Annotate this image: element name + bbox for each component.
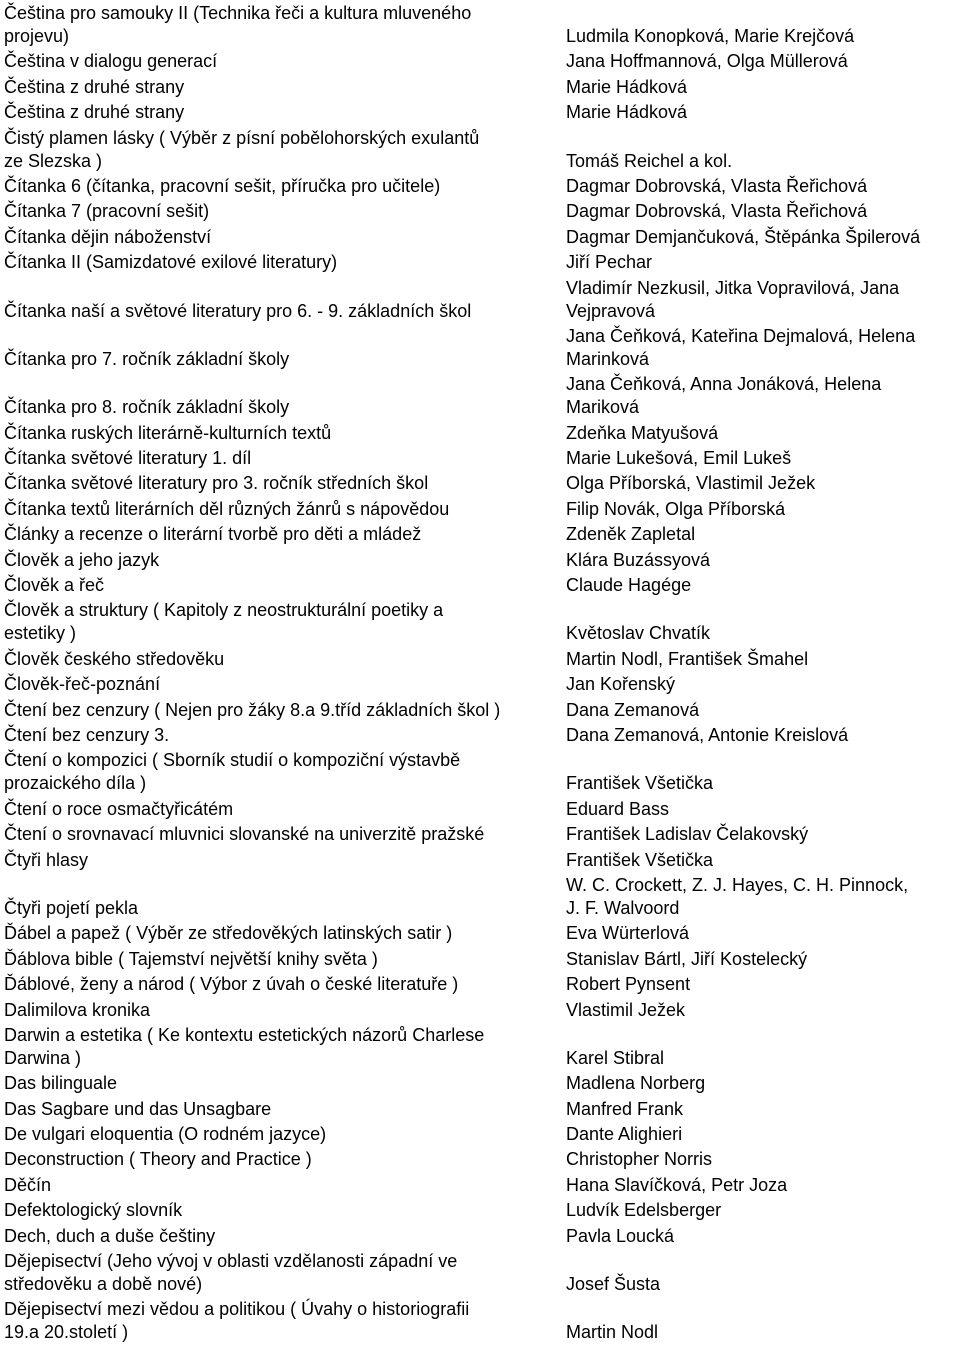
list-item [4, 1148, 960, 1171]
list-item [4, 498, 960, 521]
book-title: Čtení o srovnavací mluvnici slovanské na univerzitě pražské [4, 824, 485, 845]
book-title: Čítanka světové literatury 1. díl [4, 448, 252, 469]
list-item [4, 798, 960, 821]
book-title: Čítanka textů literárních děl různých žánrů s nápovědou [4, 498, 450, 519]
book-author: Dante Alighieri [566, 1124, 683, 1145]
book-author: Robert Pynsent [566, 974, 691, 995]
list-item [4, 1123, 960, 1146]
list-item [4, 373, 960, 419]
list-item [4, 999, 960, 1022]
book-author: Manfred Frank [566, 1098, 684, 1119]
book-title: Člověk a jeho jazyk [4, 549, 160, 570]
book-author: Zdeněk Zapletal [566, 524, 696, 545]
book-author: Eduard Bass [566, 798, 670, 819]
list-item [4, 948, 960, 971]
book-author: Zdeňka Matyušová [566, 422, 719, 443]
list-item [4, 472, 960, 495]
list-item [4, 1072, 960, 1095]
book-author: Madlena Norberg [566, 1073, 706, 1094]
book-author: Marie Lukešová, Emil Lukeš [566, 448, 792, 469]
list-item [4, 599, 960, 645]
book-title: Čítanka 7 (pracovní sešit) [4, 201, 210, 222]
book-title: Člověk a struktury ( Kapitoly z neostrukturální poetiky a estetiky ) [4, 600, 444, 644]
book-title: Čítanka pro 7. ročník základní školy [4, 348, 290, 369]
book-title: Darwin a estetika ( Ke kontextu estetických názorů Charlese Darwina ) [4, 1024, 485, 1068]
book-author: Jiří Pechar [566, 252, 653, 273]
list-item [4, 277, 960, 323]
book-title: Čistý plamen lásky ( Výběr z písní pobělohorských exulantů ze Slezska ) [4, 127, 480, 171]
list-item [4, 1250, 960, 1296]
list-item [4, 101, 960, 124]
list-item [4, 648, 960, 671]
list-item [4, 523, 960, 546]
list-item [4, 549, 960, 572]
book-author: Vladimír Nezkusil, Jitka Vopravilová, Jana Vejpravová [566, 277, 900, 321]
list-item [4, 127, 960, 173]
book-author: Karel Stibral [566, 1047, 665, 1068]
book-title: Čeština z druhé strany [4, 102, 185, 123]
book-author: Jan Kořenský [566, 674, 676, 695]
book-author: Hana Slavíčková, Petr Joza [566, 1174, 788, 1195]
book-author: František Všetička [566, 773, 714, 794]
book-author: Dagmar Dobrovská, Vlasta Řeřichová [566, 175, 868, 196]
book-title: Ďábel a papež ( Výběr ze středověkých latinských satir ) [4, 923, 453, 944]
list-item [4, 823, 960, 846]
book-title: Dech, duch a duše češtiny [4, 1225, 216, 1246]
book-title: Čeština v dialogu generací [4, 51, 218, 72]
book-author: Christopher Norris [566, 1149, 713, 1170]
book-title: Čítanka dějin náboženství [4, 226, 212, 247]
book-list [4, 2, 960, 1347]
book-author: W. C. Crockett, Z. J. Hayes, C. H. Pinnock, J. F. Walvoord [566, 874, 909, 918]
book-title: Čítanka naší a světové literatury pro 6. - 9. základních škol [4, 300, 472, 321]
book-author: Martin Nodl, František Šmahel [566, 648, 809, 669]
book-author: Dagmar Dobrovská, Vlasta Řeřichová [566, 201, 868, 222]
book-title: Deconstruction ( Theory and Practice ) [4, 1149, 312, 1170]
list-item [4, 849, 960, 872]
book-title: Čtení o kompozici ( Sborník studií o kompoziční výstavbě prozaického díla ) [4, 750, 461, 794]
book-title: Čtení bez cenzury ( Nejen pro žáky 8.a 9.tříd základních škol ) [4, 699, 501, 720]
book-title: Čtení o roce osmačtyřicátém [4, 798, 234, 819]
list-item [4, 922, 960, 945]
list-item [4, 76, 960, 99]
book-title: Čítanka pro 8. ročník základní školy [4, 397, 290, 418]
book-author: Marie Hádková [566, 102, 688, 123]
book-title: Člověk-řeč-poznání [4, 674, 161, 695]
book-title: Čtení bez cenzury 3. [4, 724, 170, 745]
book-title: Defektologický slovník [4, 1200, 183, 1221]
book-author: Claude Hagége [566, 575, 692, 596]
book-title: Čtyři pojetí pekla [4, 897, 139, 918]
list-item [4, 325, 960, 371]
list-item [4, 447, 960, 470]
book-author: Dana Zemanová [566, 699, 700, 720]
list-item [4, 1199, 960, 1222]
book-title: Čítanka ruských literárně-kulturních textů [4, 422, 332, 443]
list-item [4, 1098, 960, 1121]
list-item [4, 226, 960, 249]
book-author: Ludvík Edelsberger [566, 1200, 722, 1221]
book-title: Dalimilova kronika [4, 999, 151, 1020]
book-title: Děčín [4, 1174, 52, 1195]
list-item [4, 50, 960, 73]
book-author: Dagmar Demjančuková, Štěpánka Špilerová [566, 226, 921, 247]
list-item [4, 1225, 960, 1248]
list-item [4, 673, 960, 696]
book-author: Stanislav Bártl, Jiří Kostelecký [566, 948, 808, 969]
book-author: Martin Nodl [566, 1322, 659, 1343]
list-item [4, 724, 960, 747]
book-author: František Ladislav Čelakovský [566, 824, 809, 845]
list-item [4, 874, 960, 920]
book-author: Josef Šusta [566, 1274, 661, 1295]
book-author: Ludmila Konopková, Marie Krejčová [566, 26, 855, 46]
list-item [4, 1298, 960, 1344]
book-author: Tomáš Reichel a kol. [566, 150, 733, 171]
list-item [4, 422, 960, 445]
book-author: Marie Hádková [566, 76, 688, 97]
book-title: Ďáblova bible ( Tajemství největší knihy světa ) [4, 948, 378, 969]
list-item [4, 175, 960, 198]
book-title: Das bilinguale [4, 1073, 118, 1094]
book-title: Das Sagbare und das Unsagbare [4, 1098, 272, 1119]
book-author: Vlastimil Ježek [566, 999, 686, 1020]
book-author: Květoslav Chvatík [566, 623, 711, 644]
book-title: Články a recenze o literární tvorbě pro děti a mládež [4, 524, 422, 545]
book-author: Klára Buzássyová [566, 549, 711, 570]
book-author: František Všetička [566, 849, 714, 870]
book-title: Čítanka II (Samizdatové exilové literatury) [4, 252, 338, 273]
book-author: Dana Zemanová, Antonie Kreislová [566, 724, 849, 745]
list-item [4, 574, 960, 597]
list-item [4, 251, 960, 274]
list-item [4, 749, 960, 795]
list-item [4, 699, 960, 722]
book-title: Člověk a řeč [4, 575, 105, 596]
book-title: De vulgari eloquentia (O rodném jazyce) [4, 1124, 327, 1145]
book-title: Čeština z druhé strany [4, 76, 185, 97]
list-item [4, 973, 960, 996]
book-author: Jana Čeňková, Kateřina Dejmalová, Helena Marinková [566, 325, 916, 369]
book-title: Člověk českého středověku [4, 648, 225, 669]
list-item [4, 1174, 960, 1197]
list-item [4, 200, 960, 223]
book-title: Dějepisectví mezi vědou a politikou ( Úvahy o historiografii 19.a 20.století ) [4, 1299, 470, 1343]
book-title: Čeština pro samouky II (Technika řeči a kultura mluveného projevu) [4, 3, 472, 46]
book-author: Filip Novák, Olga Příborská [566, 498, 786, 519]
book-author: Olga Příborská, Vlastimil Ježek [566, 473, 816, 494]
book-title: Čtyři hlasy [4, 849, 89, 870]
book-title: Čítanka 6 (čítanka, pracovní sešit, příručka pro učitele) [4, 175, 441, 196]
list-item [4, 1024, 960, 1070]
book-author: Pavla Loucká [566, 1225, 675, 1246]
book-title: Dějepisectví (Jeho vývoj v oblasti vzdělanosti západní ve středověku a době nové) [4, 1251, 458, 1295]
book-author: Jana Hoffmannová, Olga Müllerová [566, 51, 848, 72]
list-item [4, 2, 960, 48]
book-title: Čítanka světové literatury pro 3. ročník středních škol [4, 473, 429, 494]
book-author: Eva Würterlová [566, 923, 690, 944]
book-title: Ďáblové, ženy a národ ( Výbor z úvah o české literatuře ) [4, 974, 459, 995]
book-author: Jana Čeňková, Anna Jonáková, Helena Mariková [566, 374, 882, 418]
